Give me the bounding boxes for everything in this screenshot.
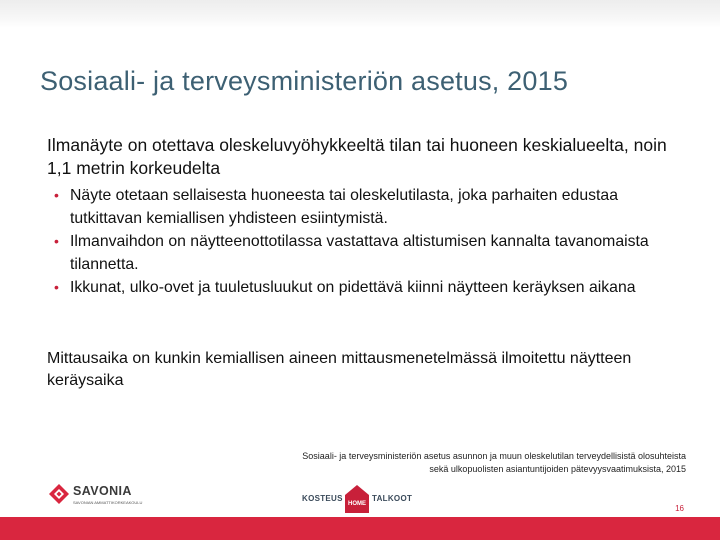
home-logo-house-icon [344,484,370,514]
bullet-item [47,184,677,230]
top-gradient-bar [0,0,720,28]
savonia-logo [48,481,168,511]
bullet-dot-icon: • [54,233,59,249]
home-logo-mid-word: HOME [348,501,366,507]
source-citation [226,450,686,475]
bullet-dot-icon: • [54,187,59,203]
intro-text: Ilmanäyte on otettava oleskeluvyöhykkeeltä tilan tai huoneen keskialueelta, noin 1,1 metrin korkeudelta [47,135,667,178]
source-line-2: sekä ulkopuolisten asiantuntijoiden pätevyysvaatimuksista, 2015 [429,463,686,474]
source-line-1: Sosiaali- ja terveysministeriön asetus asunnon ja muun oleskelutilan terveydellisistä olosuhteista [302,451,686,461]
home-logo-left-word: KOSTEUS [302,494,343,503]
bullet-text: Ikkunat, ulko-ovet ja tuuletusluukut on pidettävä kiinni näytteen keräyksen aikana [70,279,636,296]
bullet-dot-icon: • [54,279,59,295]
bullet-item [47,230,677,276]
savonia-wordmark: SAVONIA [73,484,132,498]
slide-title: Sosiaali- ja terveysministeriön asetus, 2015 [40,66,569,96]
savonia-subtitle: SAVONIAN AMMATTIKORKEAKOULU [73,500,143,505]
bottom-red-bar [0,517,720,540]
bullet-item [47,276,677,299]
bullet-text: Näyte otetaan sellaisesta huoneesta tai oleskelutilasta, joka parhaiten edustaa tutkittavan kemiallisen yhdisteen esiintymistä. [70,187,618,227]
measurement-note: Mittausaika on kunkin kemiallisen aineen mittausmenetelmässä ilmoitettu näytteen keräysaika [47,350,632,389]
savonia-mark-icon [48,483,70,505]
home-logo-right-word: TALKOOT [372,494,413,503]
bullet-text: Ilmanvaihdon on näytteenottotilassa vastattava altistumisen kannalta tavanomaista tilannetta. [70,233,649,273]
bullet-list [47,184,677,299]
page-number: 16 [675,504,684,513]
kosteus-home-talkoot-logo [300,484,412,516]
